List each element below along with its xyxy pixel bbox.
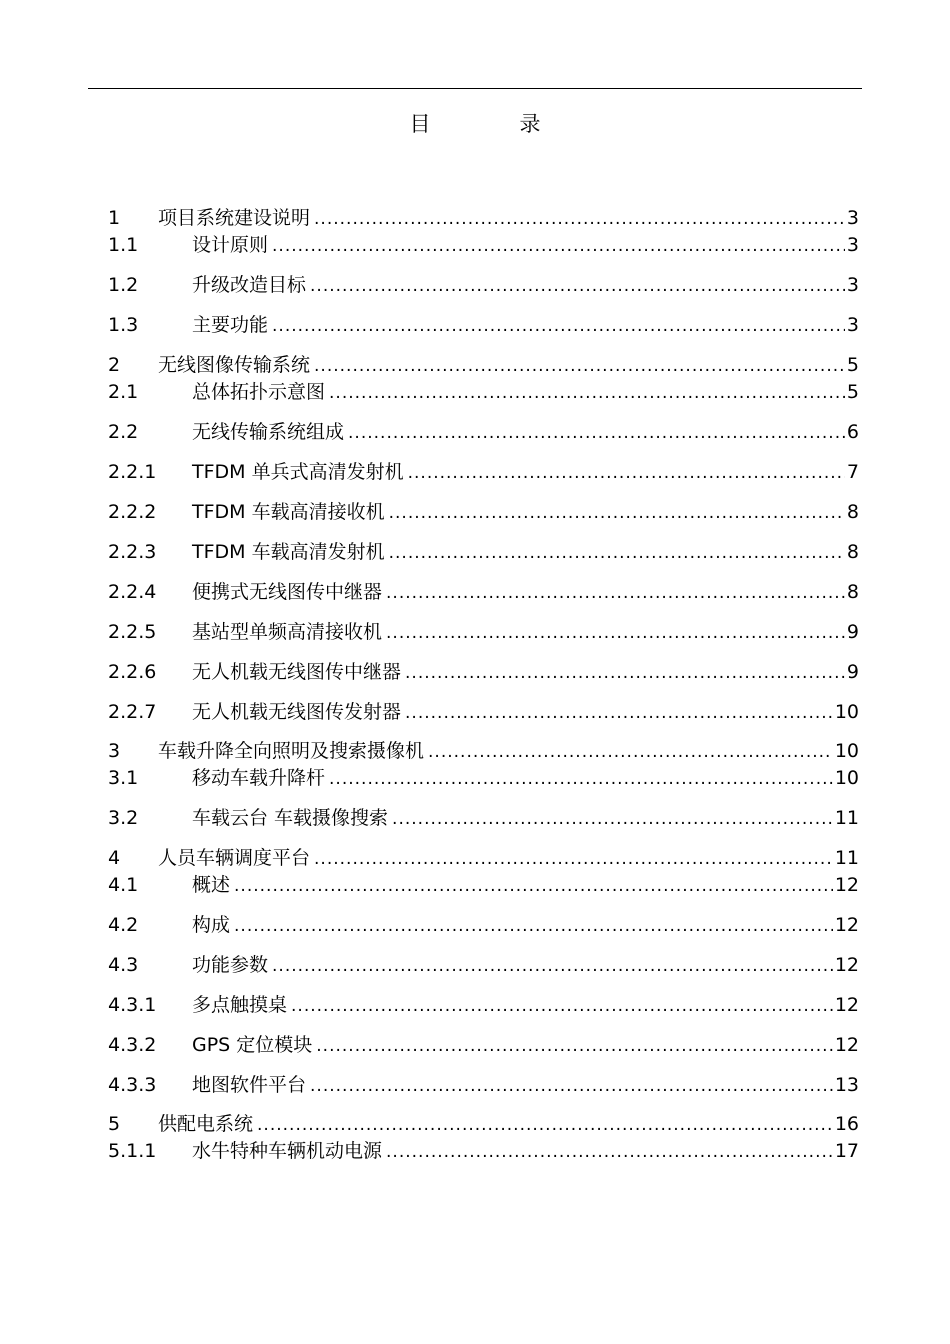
toc-entry-number: 3 bbox=[108, 740, 121, 762]
toc-entry-page: 5 bbox=[846, 354, 859, 376]
toc-entry-title: GPS 定位模块 bbox=[192, 1034, 313, 1056]
toc-dot-leader bbox=[329, 380, 845, 406]
toc-entry-number: 1.3 bbox=[108, 314, 139, 336]
toc-entry[interactable] bbox=[108, 205, 859, 231]
toc-entry[interactable] bbox=[108, 765, 859, 791]
toc-dot-leader bbox=[310, 1073, 833, 1099]
toc-entry-number: 4.3.1 bbox=[108, 994, 157, 1016]
toc-entry-number: 2.2.6 bbox=[108, 661, 157, 683]
toc-entry-title: TFDM 车载高清接收机 bbox=[192, 501, 385, 523]
toc-entry-title: 总体拓扑示意图 bbox=[192, 381, 326, 403]
toc-entry-number: 4.3.3 bbox=[108, 1074, 157, 1096]
toc-entry-title: 无人机载无线图传发射器 bbox=[192, 701, 402, 723]
toc-entry-number: 2.1 bbox=[108, 381, 139, 403]
toc-entry-title: 多点触摸桌 bbox=[192, 994, 288, 1016]
toc-entry[interactable] bbox=[108, 539, 859, 565]
toc-entry-page: 6 bbox=[846, 421, 859, 443]
toc-entry-number: 1.1 bbox=[108, 234, 139, 256]
toc-dot-leader bbox=[314, 206, 845, 232]
toc-entry-title: 功能参数 bbox=[192, 954, 269, 976]
toc-entry-title: 供配电系统 bbox=[158, 1113, 254, 1135]
toc-dot-leader bbox=[234, 873, 833, 899]
toc-entry[interactable] bbox=[108, 1138, 859, 1164]
toc-entry[interactable] bbox=[108, 419, 859, 445]
toc-entry-page: 8 bbox=[846, 541, 859, 563]
toc-entry-page: 17 bbox=[834, 1140, 859, 1162]
toc-entry-page: 12 bbox=[834, 994, 859, 1016]
toc-entry-title: 构成 bbox=[192, 914, 231, 936]
toc-dot-leader bbox=[314, 353, 845, 379]
toc-entry[interactable] bbox=[108, 232, 859, 258]
toc-entry[interactable] bbox=[108, 952, 859, 978]
toc-entry-title: 水牛特种车辆机动电源 bbox=[192, 1140, 383, 1162]
toc-entry-title: 无线传输系统组成 bbox=[192, 421, 345, 443]
toc-dot-leader bbox=[348, 420, 845, 446]
toc-dot-leader bbox=[272, 953, 833, 979]
toc-entry-number: 1.2 bbox=[108, 274, 139, 296]
toc-entry[interactable] bbox=[108, 1072, 859, 1098]
toc-entry[interactable] bbox=[108, 912, 859, 938]
toc-entry-title: 车载升降全向照明及搜索摄像机 bbox=[158, 740, 425, 762]
toc-entry-number: 2.2.3 bbox=[108, 541, 157, 563]
toc-entry-page: 10 bbox=[834, 767, 859, 789]
toc-entry-number: 4.1 bbox=[108, 874, 139, 896]
toc-entry-number: 3.1 bbox=[108, 767, 139, 789]
toc-dot-leader bbox=[386, 620, 845, 646]
toc-entry-title: TFDM 车载高清发射机 bbox=[192, 541, 385, 563]
toc-entry-page: 13 bbox=[834, 1074, 859, 1096]
toc-entry[interactable] bbox=[108, 352, 859, 378]
toc-entry-number: 4.3 bbox=[108, 954, 139, 976]
toc-dot-leader bbox=[405, 660, 845, 686]
toc-entry-title: 概述 bbox=[192, 874, 231, 896]
toc-title: 目 录 bbox=[409, 112, 575, 136]
toc-dot-leader bbox=[291, 993, 833, 1019]
toc-entry[interactable] bbox=[108, 699, 859, 725]
toc-entry-page: 8 bbox=[846, 581, 859, 603]
toc-entry-title: 项目系统建设说明 bbox=[158, 207, 311, 229]
toc-dot-leader bbox=[389, 540, 845, 566]
toc-dot-leader bbox=[405, 700, 833, 726]
toc-entry-page: 10 bbox=[834, 701, 859, 723]
toc-entry-page: 3 bbox=[846, 314, 859, 336]
toc-entry-number: 4.2 bbox=[108, 914, 139, 936]
toc-entry[interactable] bbox=[108, 659, 859, 685]
toc-entry-page: 11 bbox=[834, 847, 859, 869]
toc-dot-leader bbox=[329, 766, 833, 792]
toc-entry-page: 12 bbox=[834, 1034, 859, 1056]
toc-entry-page: 8 bbox=[846, 501, 859, 523]
toc-entry[interactable] bbox=[108, 459, 859, 485]
toc-entry-number: 4 bbox=[108, 847, 121, 869]
toc-entry-number: 2.2.4 bbox=[108, 581, 157, 603]
toc-entry-number: 2.2.5 bbox=[108, 621, 157, 643]
toc-entry[interactable] bbox=[108, 499, 859, 525]
toc-entry-title: 升级改造目标 bbox=[192, 274, 307, 296]
toc-entry-number: 2.2.7 bbox=[108, 701, 157, 723]
toc-entry[interactable] bbox=[108, 992, 859, 1018]
toc-entry[interactable] bbox=[108, 845, 859, 871]
toc-dot-leader bbox=[272, 233, 845, 259]
toc-entry-page: 9 bbox=[846, 661, 859, 683]
toc-entry-title: 设计原则 bbox=[192, 234, 269, 256]
toc-dot-leader bbox=[392, 806, 833, 832]
toc-entry-title: 人员车辆调度平台 bbox=[158, 847, 311, 869]
toc-entry-page: 12 bbox=[834, 954, 859, 976]
toc-entry-title: 无人机载无线图传中继器 bbox=[192, 661, 402, 683]
toc-dot-leader bbox=[386, 1139, 833, 1165]
toc-entry-title: 基站型单频高清接收机 bbox=[192, 621, 383, 643]
toc-dot-leader bbox=[428, 739, 833, 765]
toc-dot-leader bbox=[408, 460, 845, 486]
toc-entry-number: 1 bbox=[108, 207, 121, 229]
toc-entry-page: 3 bbox=[846, 274, 859, 296]
toc-dot-leader bbox=[310, 273, 845, 299]
toc-entry-title: 地图软件平台 bbox=[192, 1074, 307, 1096]
toc-entry-number: 2 bbox=[108, 354, 121, 376]
toc-dot-leader bbox=[389, 500, 845, 526]
toc-entry-number: 5.1.1 bbox=[108, 1140, 157, 1162]
toc-dot-leader bbox=[234, 913, 833, 939]
toc-dot-leader bbox=[386, 580, 845, 606]
toc-entry-number: 2.2 bbox=[108, 421, 139, 443]
toc-entry[interactable] bbox=[108, 738, 859, 764]
toc-entry-number: 4.3.2 bbox=[108, 1034, 157, 1056]
toc-entry-page: 3 bbox=[846, 207, 859, 229]
toc-entry-title: TFDM 单兵式高清发射机 bbox=[192, 461, 404, 483]
toc-entry-number: 3.2 bbox=[108, 807, 139, 829]
toc-entry-page: 12 bbox=[834, 914, 859, 936]
toc-entry[interactable] bbox=[108, 272, 859, 298]
toc-entry-title: 无线图像传输系统 bbox=[158, 354, 311, 376]
toc-entry-page: 7 bbox=[846, 461, 859, 483]
toc-entry-page: 12 bbox=[834, 874, 859, 896]
toc-dot-leader bbox=[316, 1033, 833, 1059]
toc-entry-number: 5 bbox=[108, 1113, 121, 1135]
toc-dot-leader bbox=[257, 1112, 833, 1138]
toc-entry-page: 10 bbox=[834, 740, 859, 762]
toc-entry[interactable] bbox=[108, 872, 859, 898]
toc-entry[interactable] bbox=[108, 1032, 859, 1058]
toc-entry[interactable] bbox=[108, 619, 859, 645]
toc-entry-title: 便携式无线图传中继器 bbox=[192, 581, 383, 603]
toc-entry[interactable] bbox=[108, 312, 859, 338]
toc-entry-title: 车载云台 车载摄像搜索 bbox=[192, 807, 389, 829]
toc-entry-page: 5 bbox=[846, 381, 859, 403]
toc-entry-page: 3 bbox=[846, 234, 859, 256]
toc-entry[interactable] bbox=[108, 1111, 859, 1137]
toc-entry-page: 9 bbox=[846, 621, 859, 643]
toc-entry-number: 2.2.2 bbox=[108, 501, 157, 523]
toc-entry-page: 16 bbox=[834, 1113, 859, 1135]
toc-entry-title: 移动车载升降杆 bbox=[192, 767, 326, 789]
toc-dot-leader bbox=[272, 313, 845, 339]
toc-dot-leader bbox=[314, 846, 833, 872]
toc-entry-page: 11 bbox=[834, 807, 859, 829]
toc-entry-number: 2.2.1 bbox=[108, 461, 157, 483]
toc-entry[interactable] bbox=[108, 805, 859, 831]
toc-entry[interactable] bbox=[108, 579, 859, 605]
toc-entry[interactable] bbox=[108, 379, 859, 405]
toc-entry-title: 主要功能 bbox=[192, 314, 269, 336]
